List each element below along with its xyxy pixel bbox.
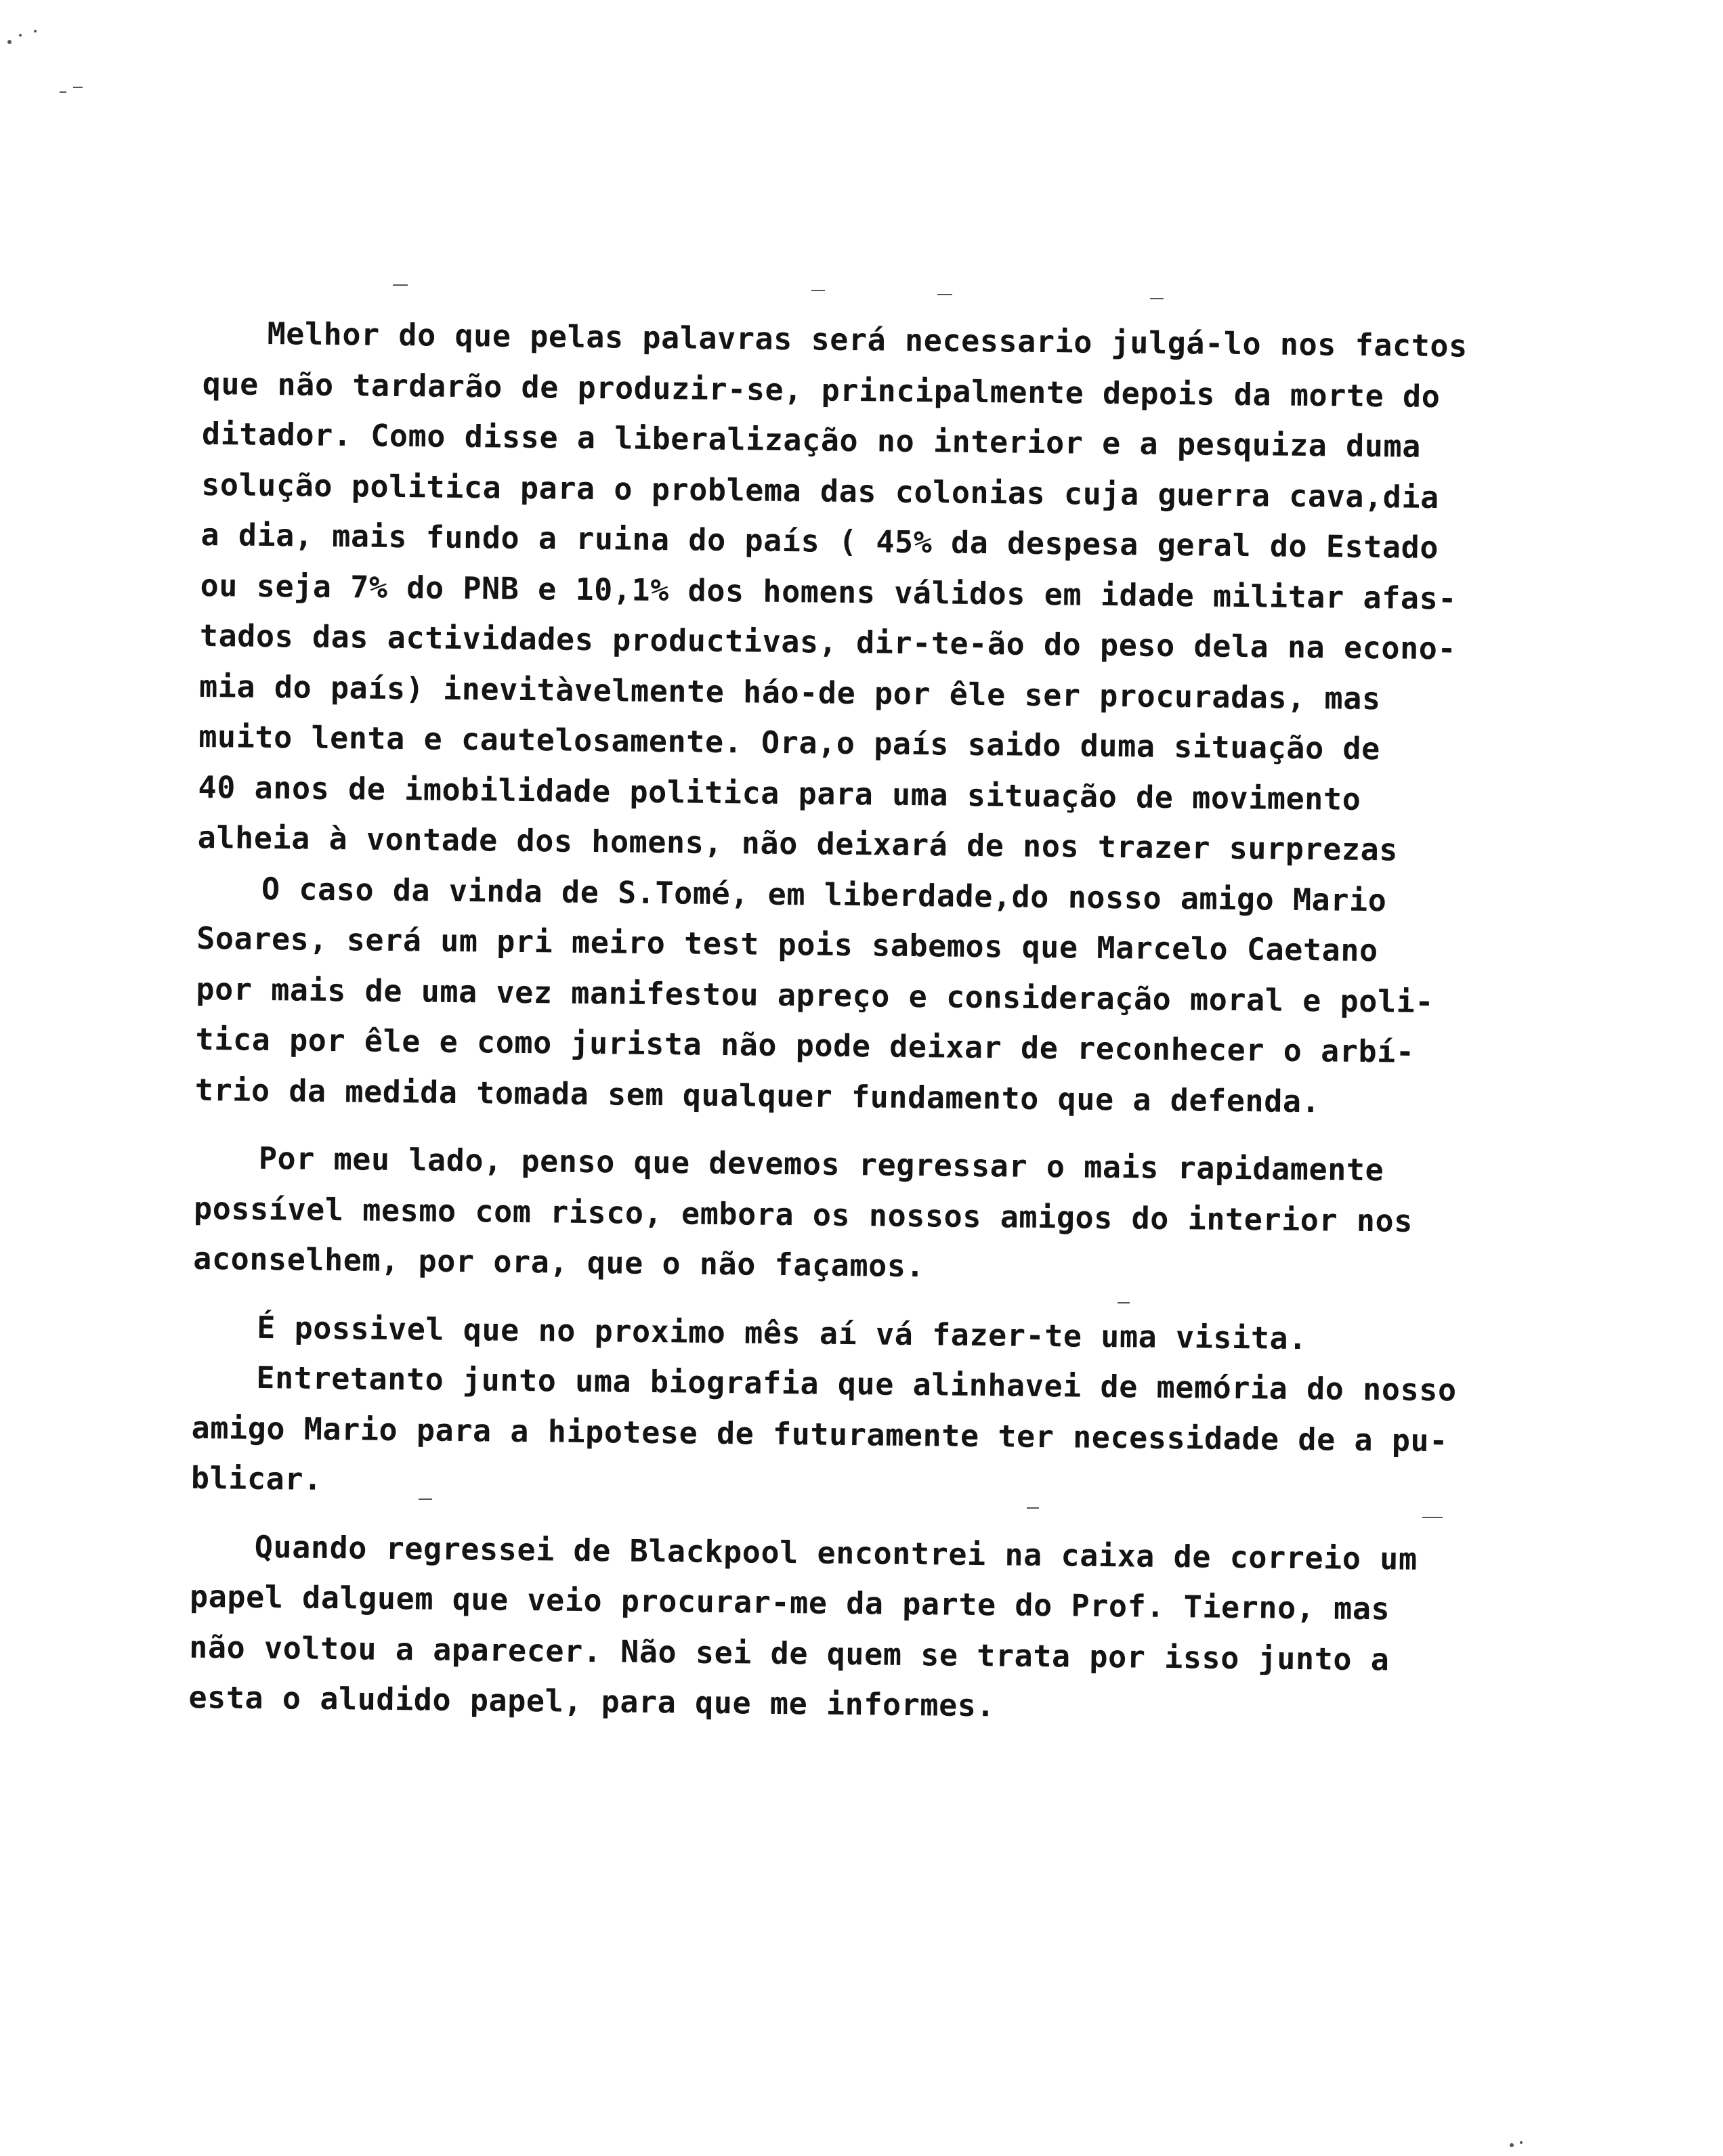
text-line: possível mesmo com risco, embora os nossos amigos do interior nos xyxy=(193,1190,1413,1239)
speck-mark xyxy=(393,284,408,286)
text-line: Por meu lado, penso que devemos regressar o mais rapidamente xyxy=(258,1140,1384,1188)
text-line: papel dalguem que veio procurar-me da parte do Prof. Tierno, mas xyxy=(189,1578,1390,1627)
text-line: Entretanto junto uma biografia que alinhavei de memória do nosso xyxy=(256,1359,1457,1408)
text-line: alheia à vontade dos homens, não deixará de nos trazer surprezas xyxy=(197,819,1399,868)
speck-mark xyxy=(811,290,825,291)
paragraph-1 xyxy=(197,308,1652,878)
text-line: esta o aludido papel, para que me informes. xyxy=(188,1679,996,1724)
speck-mark xyxy=(1510,2143,1514,2147)
text-line: a dia, mais fundo a ruina do país ( 45% da despesa geral do Estado xyxy=(200,516,1439,566)
text-line: ou seja 7% do PNB e 10,1% dos homens válidos em idade militar afas- xyxy=(200,567,1458,616)
text-line: amigo Mario para a hipotese de futuramente ter necessidade de a pu- xyxy=(191,1409,1449,1459)
text-line: Soares, será um pri meiro test pois sabemos que Marcelo Caetano xyxy=(196,920,1379,969)
speck-mark xyxy=(1150,298,1164,299)
text-line: É possivel que no proximo mês aí vá fazer-te uma visita. xyxy=(256,1309,1308,1356)
text-line: Melhor do que pelas palavras será necessario julgá-lo nos factos xyxy=(267,315,1468,364)
letter-body xyxy=(188,308,1653,1738)
text-line: 40 anos de imobilidade politica para uma situação de movimento xyxy=(198,769,1361,817)
speck-mark xyxy=(7,40,12,44)
text-line: aconselhem, por ora, que o não façamos. xyxy=(193,1240,925,1285)
paragraph-3 xyxy=(193,1133,1644,1299)
speck-mark xyxy=(60,91,66,93)
text-line: tica por êle e como jurista não pode deixar de reconhecer o arbí- xyxy=(195,1020,1415,1070)
speck-mark xyxy=(937,294,952,295)
text-line: trio da medida tomada sem qualquer fundamento que a defenda. xyxy=(194,1071,1321,1119)
text-line: Quando regressei de Blackpool encontrei na caixa de correio um xyxy=(254,1528,1418,1577)
text-line: blicar. xyxy=(190,1459,323,1497)
paragraph-5 xyxy=(191,1352,1642,1519)
speck-mark xyxy=(73,87,83,88)
speck-mark xyxy=(34,30,37,33)
text-line: que não tardarão de produzir-se, principalmente depois da morte do xyxy=(202,365,1441,414)
text-line: O caso da vinda de S.Tomé, em liberdade,do nosso amigo Mario xyxy=(261,870,1387,918)
text-line: muito lenta e cautelosamente. Ora,o país saido duma situação de xyxy=(198,718,1381,767)
text-line: por mais de uma vez manifestou apreço e consideração moral e poli- xyxy=(196,970,1434,1020)
paragraph-6 xyxy=(188,1521,1640,1738)
text-line: ditador. Como disse a liberalização no interior e a pesquiza duma xyxy=(201,415,1422,465)
text-line: mia do país) inevitàvelmente háo-de por êle ser procuradas, mas xyxy=(198,668,1381,716)
text-line: solução politica para o problema das colonias cuja guerra cava,dia xyxy=(200,466,1440,515)
text-line: não voltou a aparecer. Não sei de quem se trata por isso junto a xyxy=(189,1629,1390,1677)
speck-mark xyxy=(1520,2141,1523,2144)
paragraph-2 xyxy=(195,863,1647,1130)
speck-mark xyxy=(19,34,22,37)
text-line: tados das actividades productivas, dir-te-ão do peso dela na econo- xyxy=(199,617,1457,667)
